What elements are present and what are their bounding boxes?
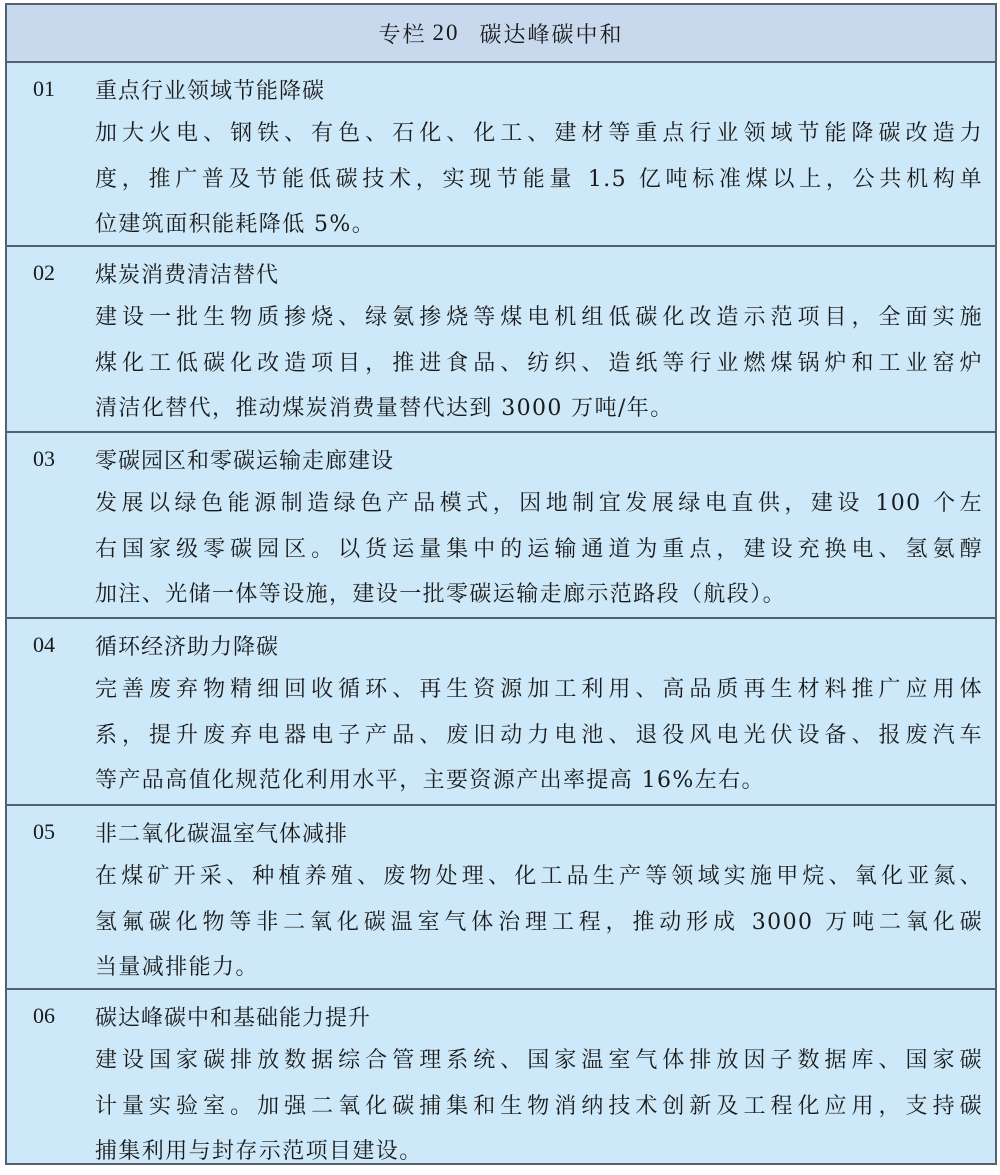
body-line: 煤化工低碳化改造项目，推进食品、纺织、造纸等行业燃煤锅炉和工业窑炉 — [95, 350, 983, 376]
body-line: 等产品高值化规范化利用水平，主要资源产出率提高 16%左右。 — [95, 768, 765, 793]
section-heading — [33, 247, 983, 299]
body-line: 清洁化替代，推动煤炭消费量替代达到 3000 万吨/年。 — [95, 396, 674, 421]
body-line: 建设一批生物质掺烧、绿氨掺烧等煤电机组低碳化改造示范项目，全面实施 — [95, 305, 983, 330]
body-line: 当量减排能力。 — [95, 955, 259, 980]
section-heading — [33, 806, 983, 858]
section-number: 04 — [33, 632, 55, 657]
section-number: 03 — [33, 446, 55, 471]
section-heading — [33, 990, 983, 1042]
body-line: 氢氟碳化物等非二氧化碳温室气体治理工程，推动形成 3000 万吨二氧化碳 — [95, 909, 983, 935]
section-number: 05 — [33, 819, 55, 844]
section-body — [95, 1038, 983, 1175]
column-number: 20 — [432, 20, 460, 45]
body-line: 完善废弃物精细回收循环、再生资源加工利用、高品质再生材料推广应用体 — [95, 677, 983, 702]
section-heading — [33, 433, 983, 485]
section-title: 煤炭消费清洁替代 — [95, 262, 280, 288]
body-line: 捕集利用与封存示范项目建设。 — [95, 1139, 423, 1164]
body-line: 计量实验室。加强二氧化碳捕集和生物消纳技术创新及工程化应用，支持碳 — [95, 1093, 983, 1119]
section-title: 循环经济助力降碳 — [95, 634, 280, 660]
body-line: 系，提升废弃电器电子产品、废旧动力电池、退役风电光伏设备、报废汽车 — [95, 722, 983, 748]
body-line: 发展以绿色能源制造绿色产品模式，因地制宜发展绿电直供，建设 100 个左 — [95, 491, 983, 516]
section-body — [95, 111, 983, 248]
section-04 — [7, 619, 995, 806]
body-line: 在煤矿开采、种植养殖、废物处理、化工品生产等领域实施甲烷、氧化亚氮、 — [95, 864, 983, 889]
body-line: 位建筑面积能耗降低 5%。 — [95, 212, 376, 237]
section-heading — [33, 619, 983, 671]
section-06 — [7, 990, 995, 1165]
body-line: 右国家级零碳园区。以货运量集中的运输通道为重点，建设充换电、氢氨醇 — [95, 536, 983, 562]
section-title: 重点行业领域节能降碳 — [95, 78, 326, 104]
body-line: 加大火电、钢铁、有色、石化、化工、建材等重点行业领域节能降碳改造力 — [95, 121, 983, 146]
column-box — [5, 3, 997, 1165]
section-number: 06 — [33, 1003, 55, 1028]
section-number: 02 — [33, 260, 55, 285]
section-heading — [33, 63, 983, 115]
body-line: 建设国家碳排放数据综合管理系统、国家温室气体排放因子数据库、国家碳 — [95, 1048, 983, 1073]
body-line: 加注、光储一体等设施，建设一批零碳运输走廊示范路段（航段）。 — [95, 582, 787, 607]
section-title: 非二氧化碳温室气体减排 — [95, 821, 349, 847]
section-02 — [7, 247, 995, 433]
body-line: 度，推广普及节能低碳技术，实现节能量 1.5 亿吨标准煤以上，公共机构单 — [95, 166, 983, 192]
column-title: 碳达峰碳中和 — [479, 22, 624, 48]
section-01 — [7, 63, 995, 247]
section-number: 01 — [33, 76, 55, 101]
section-body — [95, 481, 983, 618]
section-03 — [7, 433, 995, 619]
section-body — [95, 854, 983, 991]
section-body — [95, 667, 983, 804]
section-title: 零碳园区和零碳运输走廊建设 — [95, 448, 395, 474]
column-label: 专栏 — [378, 22, 427, 48]
section-body — [95, 295, 983, 432]
section-title: 碳达峰碳中和基础能力提升 — [95, 1005, 372, 1031]
column-header — [7, 5, 995, 63]
section-05 — [7, 806, 995, 990]
